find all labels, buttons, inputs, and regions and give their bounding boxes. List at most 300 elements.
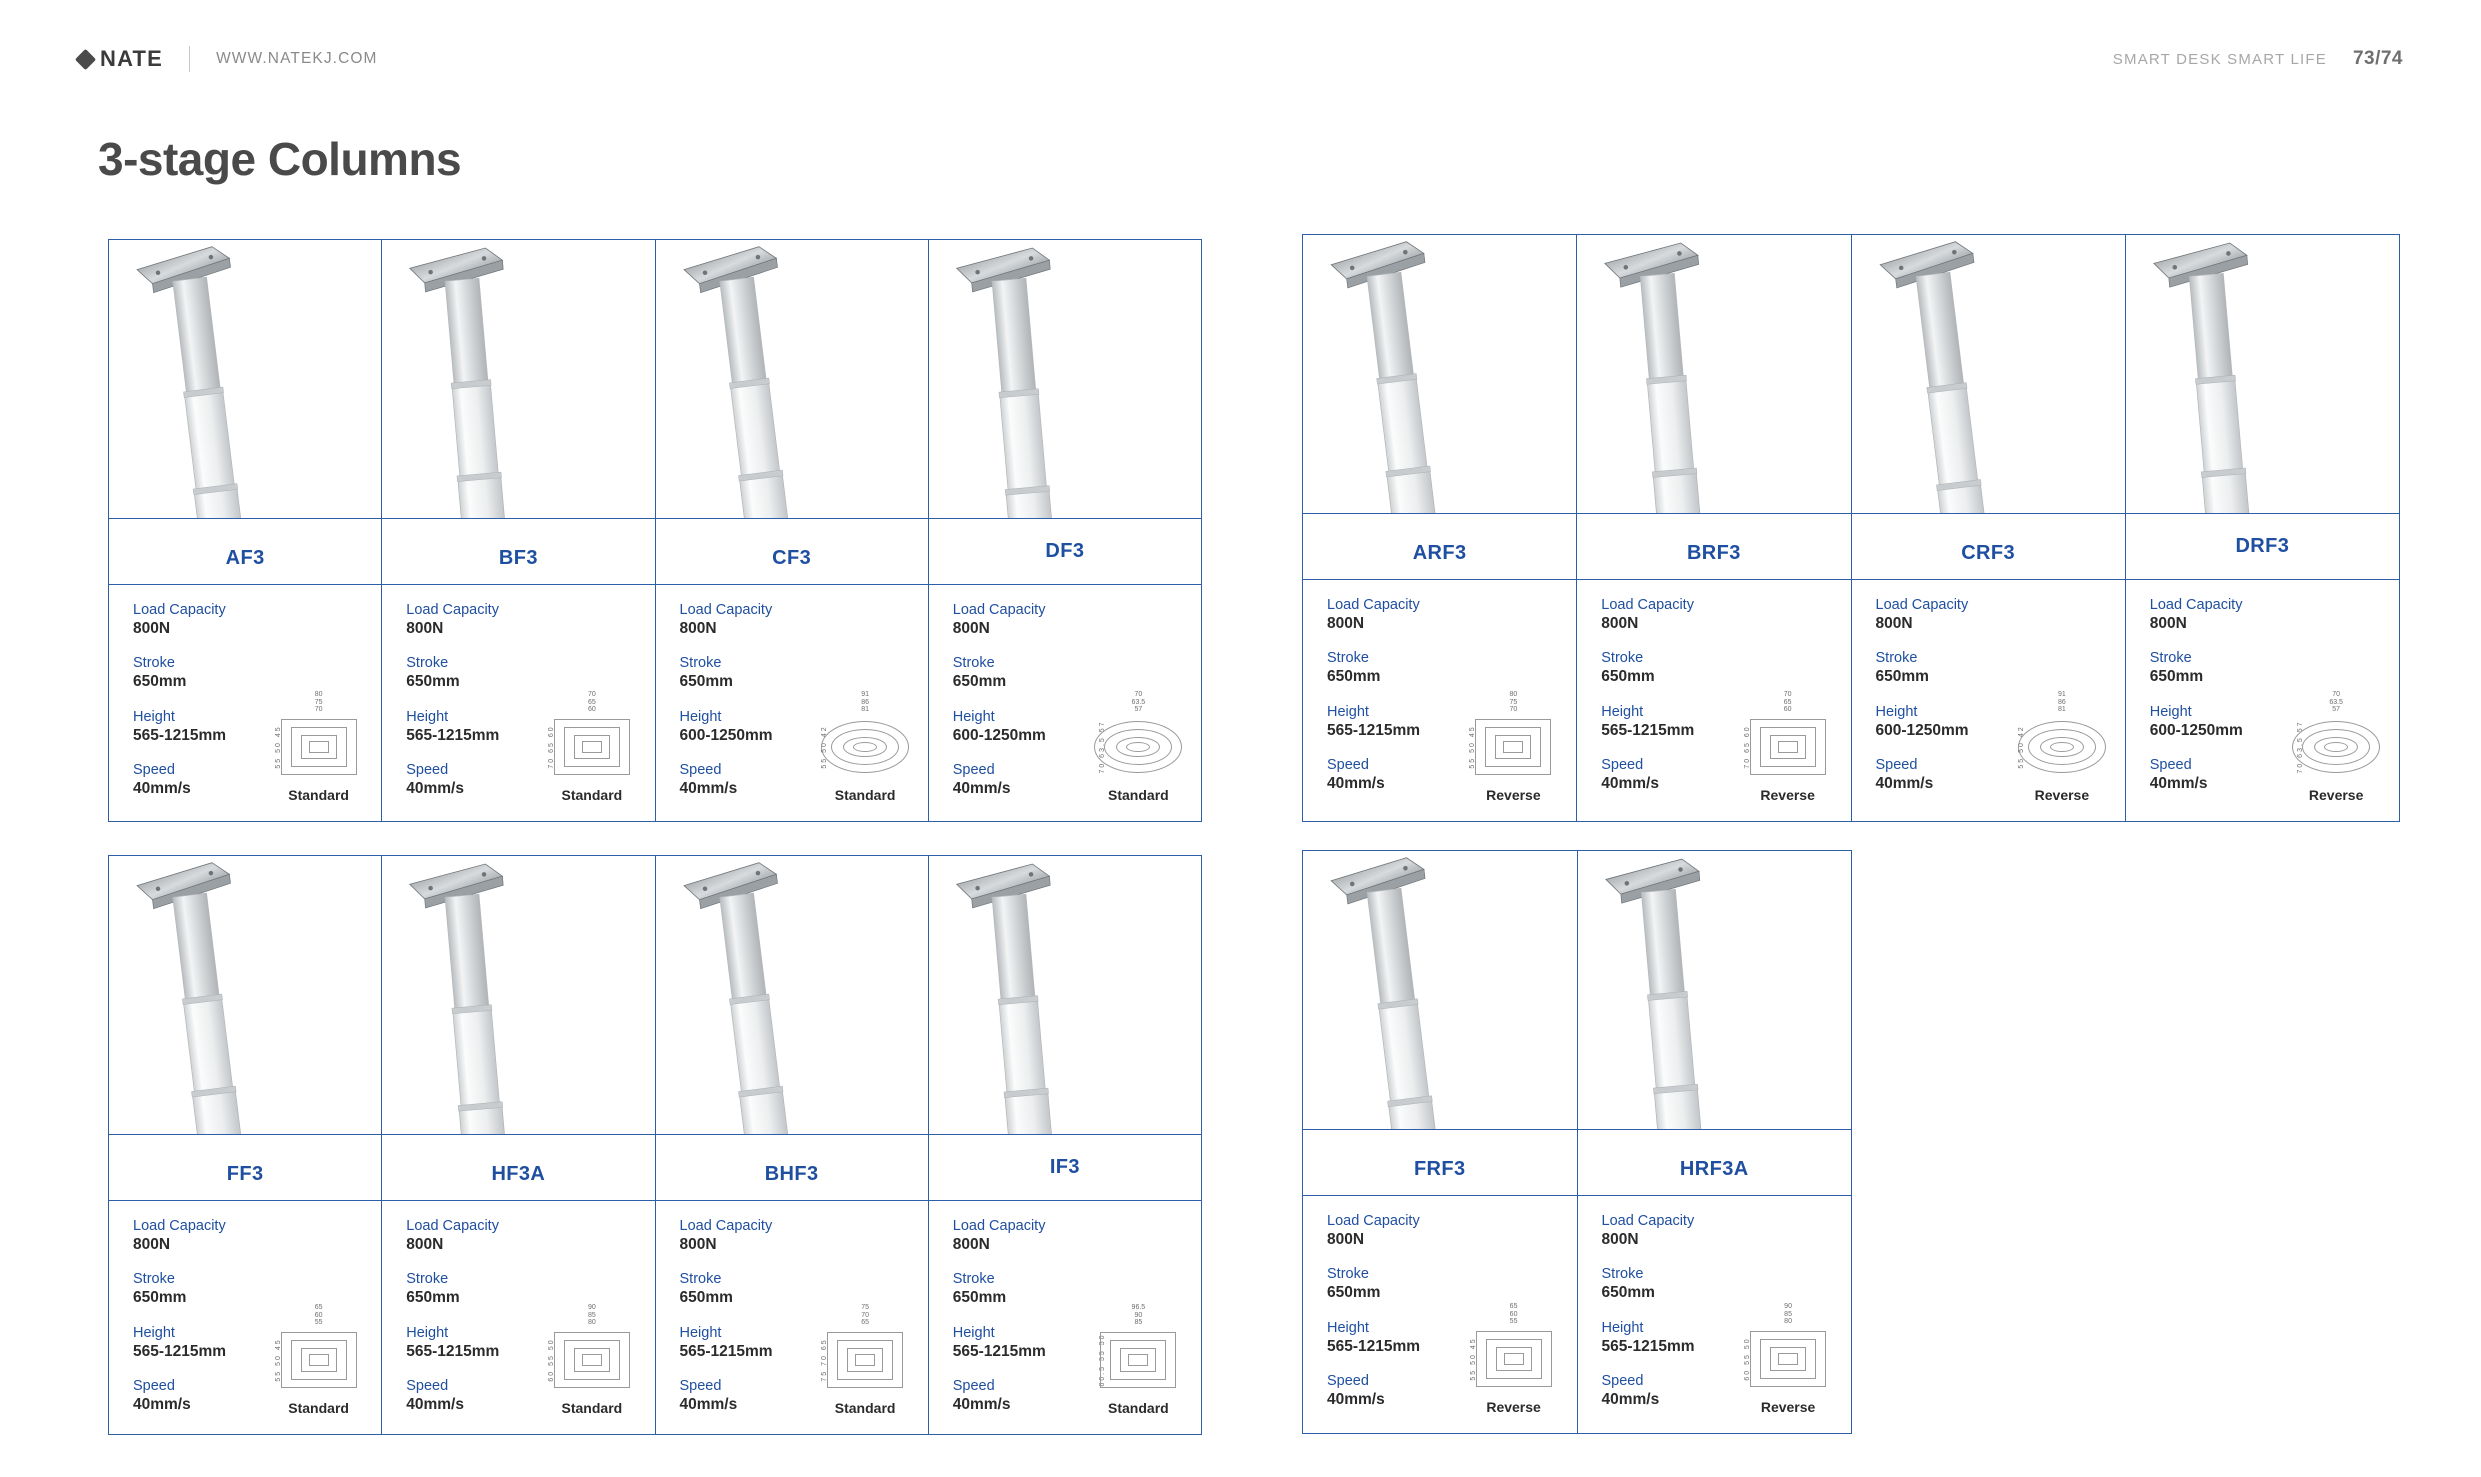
mount-type-label: Reverse	[2034, 787, 2090, 803]
product-model-name: CRF3	[1852, 513, 2125, 580]
column-illustration	[656, 240, 928, 518]
spec-label-height: Height	[133, 708, 175, 725]
diagram-top-dimensions: 90 85 80	[1784, 1303, 1792, 1326]
spec-label-stroke: Stroke	[1601, 650, 1644, 667]
spec-label-stroke: Stroke	[1327, 650, 1369, 667]
diagram-side-dimensions: 55 50 45	[274, 725, 282, 769]
spec-label-speed: Speed	[1875, 756, 1918, 773]
page-number: 73/74	[2352, 48, 2403, 69]
spec-list	[929, 1217, 1076, 1424]
product-model-name: BRF3	[1577, 513, 1850, 580]
spec-value-speed: 40mm/s	[952, 1395, 1011, 1413]
spec-height	[133, 1324, 256, 1362]
spec-label-stroke: Stroke	[2149, 650, 2192, 667]
spec-label-height: Height	[952, 1324, 995, 1341]
product-image	[109, 240, 381, 518]
spec-label-height: Height	[679, 708, 722, 725]
diagram-top-dimensions: 70 65 60	[587, 691, 596, 714]
spec-load-capacity	[1327, 1212, 1451, 1250]
spec-diagram	[1076, 1217, 1201, 1424]
spec-diagram	[1451, 1212, 1577, 1423]
product-specs	[382, 585, 654, 821]
spec-label-load-capacity: Load Capacity	[406, 1218, 499, 1234]
spec-value-speed: 40mm/s	[1601, 774, 1659, 792]
diagram-side-dimensions: 70 63.5 57	[1099, 720, 1107, 774]
spec-value-speed: 40mm/s	[133, 1395, 191, 1413]
spec-label-speed: Speed	[1327, 756, 1369, 773]
diagram-side-dimensions: 70 65 60	[547, 725, 555, 769]
cross-section-diagram	[1468, 1303, 1560, 1393]
header-divider	[189, 46, 190, 72]
product-model-name: BF3	[382, 518, 654, 585]
spec-label-stroke: Stroke	[1327, 1266, 1369, 1283]
spec-value-speed: 40mm/s	[1327, 1390, 1385, 1408]
spec-list	[656, 1217, 803, 1424]
spec-list	[109, 1217, 256, 1424]
column-illustration	[929, 856, 1201, 1134]
spec-height	[1327, 703, 1451, 741]
spec-diagram	[1076, 601, 1201, 811]
spec-value-stroke: 650mm	[2149, 668, 2204, 686]
spec-value-stroke: 650mm	[1601, 668, 1655, 686]
spec-stroke	[1327, 649, 1451, 687]
spec-value-speed: 40mm/s	[2149, 774, 2208, 792]
spec-value-stroke: 650mm	[133, 1289, 187, 1307]
spec-value-height: 565-1215mm	[1601, 1337, 1695, 1355]
cross-section-diagram	[273, 1304, 365, 1394]
spec-value-load-capacity: 800N	[2149, 615, 2187, 633]
diagram-top-dimensions: 65 60 55	[314, 1304, 323, 1327]
spec-value-load-capacity: 800N	[1327, 615, 1365, 633]
spec-diagram	[2273, 596, 2399, 811]
product-model-name: IF3	[929, 1134, 1201, 1201]
spec-stroke	[133, 654, 256, 692]
column-illustration	[1303, 235, 1576, 513]
product-card[interactable]	[929, 240, 1201, 821]
spec-load-capacity	[953, 601, 1076, 639]
spec-stroke	[133, 1270, 256, 1308]
product-card[interactable]	[2126, 235, 2399, 821]
spec-value-height: 600-1250mm	[1875, 721, 1969, 739]
mount-type-label: Standard	[288, 787, 349, 803]
spec-load-capacity	[1876, 596, 2000, 634]
spec-list	[1303, 596, 1451, 811]
spec-list	[1578, 1212, 1726, 1423]
spec-stroke	[406, 1270, 529, 1308]
spec-label-speed: Speed	[952, 1377, 995, 1394]
spec-value-height: 565-1215mm	[406, 726, 500, 744]
diagram-top-dimensions: 80 75 70	[1509, 691, 1518, 714]
spec-value-load-capacity: 800N	[133, 1236, 171, 1254]
spec-diagram	[1451, 596, 1577, 811]
spec-list	[1577, 596, 1725, 811]
diagram-side-dimensions: 70 63.5 57	[2297, 720, 2305, 774]
product-specs	[1303, 1196, 1577, 1433]
spec-stroke	[1601, 649, 1725, 687]
product-image	[109, 856, 381, 1134]
product-card[interactable]	[1577, 235, 1851, 821]
spec-label-speed: Speed	[1327, 1372, 1369, 1389]
spec-label-height: Height	[2149, 703, 2192, 720]
spec-list	[382, 1217, 529, 1424]
product-card[interactable]	[656, 240, 929, 821]
product-block-left-top	[108, 239, 1202, 822]
diagram-top-dimensions: 90 85 80	[587, 1304, 596, 1327]
column-illustration	[656, 856, 928, 1134]
diagram-side-dimensions: 70 65 60	[1743, 725, 1751, 769]
spec-value-speed: 40mm/s	[1601, 1390, 1660, 1408]
column-illustration	[2126, 235, 2399, 513]
spec-speed	[1327, 1372, 1451, 1410]
spec-speed	[133, 761, 256, 799]
column-illustration	[1577, 235, 1850, 513]
spec-height	[680, 1324, 803, 1362]
product-image	[1577, 235, 1850, 513]
spec-list	[109, 601, 256, 811]
spec-label-stroke: Stroke	[133, 655, 175, 672]
diagram-side-dimensions: 60 55 50	[1744, 1337, 1752, 1381]
column-illustration	[382, 240, 654, 518]
product-model-name: FRF3	[1303, 1129, 1577, 1196]
column-illustration	[109, 240, 381, 518]
spec-height	[1602, 1319, 1726, 1357]
diagram-top-dimensions: 91 86 81	[2057, 691, 2066, 714]
product-card[interactable]	[382, 240, 655, 821]
spec-value-load-capacity: 800N	[952, 620, 990, 638]
diagram-side-dimensions: 55 50 42	[821, 725, 829, 769]
spec-label-stroke: Stroke	[952, 1271, 995, 1288]
cross-section-diagram	[1742, 691, 1834, 781]
diagram-top-dimensions: 70 65 60	[1783, 691, 1792, 714]
spec-value-load-capacity: 800N	[1327, 1231, 1365, 1249]
brand-url: WWW.NATEKJ.COM	[216, 50, 378, 67]
brand-group	[78, 46, 378, 72]
mount-type-label: Standard	[288, 1400, 349, 1416]
spec-value-stroke: 650mm	[1327, 1284, 1381, 1302]
mount-type-label: Standard	[561, 787, 623, 803]
spec-label-speed: Speed	[952, 761, 995, 778]
product-image	[929, 856, 1201, 1134]
diagram-side-dimensions: 55 50 42	[2018, 725, 2026, 769]
product-block-right-top	[1302, 234, 2400, 822]
cross-section-diagram	[273, 691, 365, 781]
spec-height	[1327, 1319, 1451, 1357]
cross-section-diagram	[2016, 691, 2108, 781]
spec-value-stroke: 650mm	[1875, 668, 1929, 686]
header-right	[2113, 48, 2403, 70]
product-model-name: FF3	[109, 1134, 381, 1201]
product-image	[2126, 235, 2399, 513]
spec-value-speed: 40mm/s	[679, 1395, 738, 1413]
spec-height	[953, 708, 1076, 746]
mount-type-label: Reverse	[1486, 787, 1541, 803]
mount-type-label: Standard	[834, 787, 896, 803]
spec-value-stroke: 650mm	[679, 673, 733, 691]
spec-load-capacity	[406, 601, 529, 639]
diagram-side-dimensions: 75 70 65	[821, 1338, 829, 1382]
product-specs	[1303, 580, 1576, 821]
spec-load-capacity	[680, 1217, 803, 1255]
spec-value-load-capacity: 800N	[952, 1236, 990, 1254]
spec-list	[656, 601, 803, 811]
spec-value-load-capacity: 800N	[679, 620, 717, 638]
spec-speed	[680, 1377, 803, 1415]
spec-height	[953, 1324, 1076, 1362]
spec-label-speed: Speed	[679, 761, 722, 778]
spec-diagram	[1725, 1212, 1851, 1423]
spec-label-stroke: Stroke	[406, 655, 449, 672]
spec-speed	[133, 1377, 256, 1415]
spec-value-load-capacity: 800N	[1601, 615, 1639, 633]
spec-speed	[1601, 756, 1725, 794]
spec-label-speed: Speed	[1601, 1372, 1644, 1389]
product-card[interactable]	[109, 856, 382, 1434]
spec-value-height: 600-1250mm	[679, 726, 773, 744]
diagram-side-dimensions: 55 50 45	[1469, 1337, 1477, 1381]
spec-value-height: 565-1215mm	[406, 1342, 500, 1360]
spec-label-height: Height	[406, 1324, 449, 1341]
spec-load-capacity	[1601, 596, 1725, 634]
header-tagline: SMART DESK SMART LIFE	[2112, 51, 2327, 68]
product-specs	[1852, 580, 2125, 821]
spec-stroke	[2150, 649, 2274, 687]
spec-label-load-capacity: Load Capacity	[133, 1218, 226, 1234]
spec-value-load-capacity: 800N	[679, 1236, 717, 1254]
spec-height	[406, 1324, 529, 1362]
spec-stroke	[953, 654, 1076, 692]
spec-value-stroke: 650mm	[952, 1289, 1007, 1307]
product-specs	[1578, 1196, 1852, 1433]
spec-stroke	[1876, 649, 2000, 687]
spec-label-load-capacity: Load Capacity	[133, 602, 226, 618]
spec-speed	[2150, 756, 2274, 794]
product-image	[382, 240, 654, 518]
product-specs	[929, 585, 1201, 821]
product-image	[929, 240, 1201, 518]
spec-value-speed: 40mm/s	[406, 779, 464, 797]
spec-value-stroke: 650mm	[1327, 668, 1381, 686]
spec-label-load-capacity: Load Capacity	[1601, 1213, 1695, 1229]
spec-value-stroke: 650mm	[1601, 1284, 1655, 1302]
product-image	[382, 856, 654, 1134]
product-image	[1303, 235, 1576, 513]
spec-label-load-capacity: Load Capacity	[406, 602, 499, 618]
spec-label-speed: Speed	[133, 761, 175, 778]
spec-value-load-capacity: 800N	[1875, 615, 1913, 633]
spec-value-stroke: 650mm	[133, 673, 187, 691]
spec-value-speed: 40mm/s	[1875, 774, 1934, 792]
spec-speed	[953, 761, 1076, 799]
product-block-left-bottom	[108, 855, 1202, 1435]
product-model-name: AF3	[109, 518, 381, 585]
spec-label-height: Height	[952, 708, 995, 725]
spec-load-capacity	[1602, 1212, 1726, 1250]
spec-load-capacity	[406, 1217, 529, 1255]
spec-speed	[1876, 756, 2000, 794]
spec-load-capacity	[680, 601, 803, 639]
spec-label-speed: Speed	[133, 1377, 175, 1394]
column-illustration	[382, 856, 654, 1134]
product-model-name: DF3	[929, 518, 1201, 585]
product-card[interactable]	[929, 856, 1201, 1434]
product-card[interactable]	[382, 856, 655, 1434]
spec-value-stroke: 650mm	[679, 1289, 733, 1307]
product-card[interactable]	[1852, 235, 2126, 821]
spec-diagram	[529, 601, 654, 811]
spec-value-height: 565-1215mm	[1601, 721, 1695, 739]
spec-stroke	[406, 654, 529, 692]
spec-label-height: Height	[1327, 1319, 1369, 1336]
spec-height	[406, 708, 529, 746]
spec-load-capacity	[953, 1217, 1076, 1255]
spec-label-load-capacity: Load Capacity	[1327, 1213, 1420, 1229]
spec-value-height: 600-1250mm	[2149, 721, 2243, 739]
diagram-top-dimensions: 75 70 65	[861, 1304, 869, 1327]
spec-label-load-capacity: Load Capacity	[679, 1218, 773, 1234]
cross-section-diagram	[546, 691, 638, 781]
column-illustration	[109, 856, 381, 1134]
column-illustration	[1303, 851, 1576, 1129]
cross-section-diagram	[546, 1304, 638, 1394]
cross-section-diagram	[1092, 691, 1184, 781]
product-card[interactable]	[1303, 851, 1578, 1433]
product-card[interactable]	[1578, 851, 1852, 1433]
product-specs	[656, 585, 928, 821]
spec-speed	[406, 1377, 529, 1415]
spec-value-height: 565-1215mm	[133, 1342, 227, 1360]
product-card[interactable]	[656, 856, 929, 1434]
spec-label-speed: Speed	[2149, 756, 2192, 773]
spec-stroke	[680, 654, 803, 692]
spec-label-stroke: Stroke	[679, 1271, 722, 1288]
spec-label-height: Height	[133, 1324, 175, 1341]
diagram-top-dimensions: 80 75 70	[314, 691, 323, 714]
spec-value-load-capacity: 800N	[406, 1236, 444, 1254]
spec-height	[2150, 703, 2274, 741]
spec-load-capacity	[1327, 596, 1451, 634]
column-illustration	[1578, 851, 1851, 1129]
diagram-side-dimensions: 60 55 50	[547, 1338, 555, 1382]
product-image	[656, 856, 928, 1134]
diagram-top-dimensions: 65 60 55	[1509, 1303, 1518, 1326]
spec-height	[1601, 703, 1725, 741]
product-image	[1578, 851, 1852, 1129]
spec-label-height: Height	[1601, 1319, 1644, 1336]
diagram-side-dimensions: 55 50 45	[1469, 725, 1477, 769]
spec-label-speed: Speed	[406, 761, 449, 778]
brand-logo	[78, 46, 163, 72]
product-card[interactable]	[1303, 235, 1577, 821]
spec-label-height: Height	[1601, 703, 1644, 720]
spec-diagram	[803, 601, 928, 811]
mount-type-label: Standard	[1108, 787, 1169, 803]
spec-speed	[1602, 1372, 1726, 1410]
product-specs	[929, 1201, 1201, 1434]
cross-section-diagram	[1467, 691, 1559, 781]
product-image	[656, 240, 928, 518]
product-model-name: ARF3	[1303, 513, 1576, 580]
spec-stroke	[680, 1270, 803, 1308]
product-specs	[109, 1201, 381, 1434]
spec-list	[2126, 596, 2274, 811]
spec-diagram	[529, 1217, 654, 1424]
spec-value-load-capacity: 800N	[133, 620, 171, 638]
product-specs	[1577, 580, 1850, 821]
page-title: 3-stage Columns	[98, 133, 462, 185]
spec-speed	[953, 1377, 1076, 1415]
diagram-top-dimensions: 70 63.5 57	[2329, 691, 2343, 714]
spec-label-load-capacity: Load Capacity	[952, 1218, 1046, 1234]
product-model-name: BHF3	[656, 1134, 928, 1201]
spec-label-stroke: Stroke	[679, 655, 722, 672]
diagram-side-dimensions: 55 50 45	[274, 1338, 282, 1382]
spec-value-speed: 40mm/s	[952, 779, 1011, 797]
spec-label-load-capacity: Load Capacity	[952, 602, 1046, 618]
spec-label-load-capacity: Load Capacity	[679, 602, 773, 618]
cross-section-diagram	[1092, 1304, 1184, 1394]
product-specs	[2126, 580, 2399, 821]
spec-value-stroke: 650mm	[952, 673, 1007, 691]
column-illustration	[929, 240, 1201, 518]
spec-stroke	[953, 1270, 1076, 1308]
mount-type-label: Reverse	[1760, 1399, 1816, 1415]
spec-stroke	[1602, 1265, 1726, 1303]
spec-label-stroke: Stroke	[1875, 650, 1918, 667]
cross-section-diagram	[2290, 691, 2382, 781]
spec-label-stroke: Stroke	[133, 1271, 175, 1288]
product-model-name: CF3	[656, 518, 928, 585]
spec-value-height: 565-1215mm	[1327, 721, 1421, 739]
product-specs	[656, 1201, 928, 1434]
spec-value-height: 600-1250mm	[952, 726, 1046, 744]
mount-type-label: Reverse	[2308, 787, 2364, 803]
spec-speed	[406, 761, 529, 799]
mount-type-label: Standard	[1108, 1400, 1169, 1416]
spec-diagram	[1999, 596, 2125, 811]
spec-label-load-capacity: Load Capacity	[1875, 597, 1969, 613]
spec-list	[382, 601, 529, 811]
spec-value-stroke: 650mm	[406, 1289, 460, 1307]
column-illustration	[1852, 235, 2125, 513]
brand-name: NATE	[100, 46, 164, 71]
spec-label-stroke: Stroke	[952, 655, 995, 672]
spec-label-load-capacity: Load Capacity	[1327, 597, 1420, 613]
mount-type-label: Reverse	[1486, 1399, 1541, 1415]
product-specs	[382, 1201, 654, 1434]
spec-value-height: 565-1215mm	[1327, 1337, 1421, 1355]
product-model-name: HF3A	[382, 1134, 654, 1201]
spec-label-load-capacity: Load Capacity	[1601, 597, 1694, 613]
product-card[interactable]	[109, 240, 382, 821]
spec-label-height: Height	[406, 708, 449, 725]
spec-height	[1876, 703, 2000, 741]
spec-diagram	[1725, 596, 1851, 811]
diagram-top-dimensions: 70 63.5 57	[1131, 691, 1146, 714]
spec-label-height: Height	[1875, 703, 1918, 720]
product-image	[1852, 235, 2125, 513]
spec-value-speed: 40mm/s	[679, 779, 738, 797]
spec-value-height: 565-1215mm	[133, 726, 227, 744]
mount-type-label: Reverse	[1760, 787, 1815, 803]
spec-label-speed: Speed	[679, 1377, 722, 1394]
spec-label-load-capacity: Load Capacity	[2149, 597, 2243, 613]
spec-value-speed: 40mm/s	[406, 1395, 464, 1413]
spec-label-speed: Speed	[406, 1377, 449, 1394]
spec-label-height: Height	[679, 1324, 722, 1341]
spec-value-height: 565-1215mm	[952, 1342, 1046, 1360]
mount-type-label: Standard	[834, 1400, 896, 1416]
product-model-name: DRF3	[2126, 513, 2399, 580]
